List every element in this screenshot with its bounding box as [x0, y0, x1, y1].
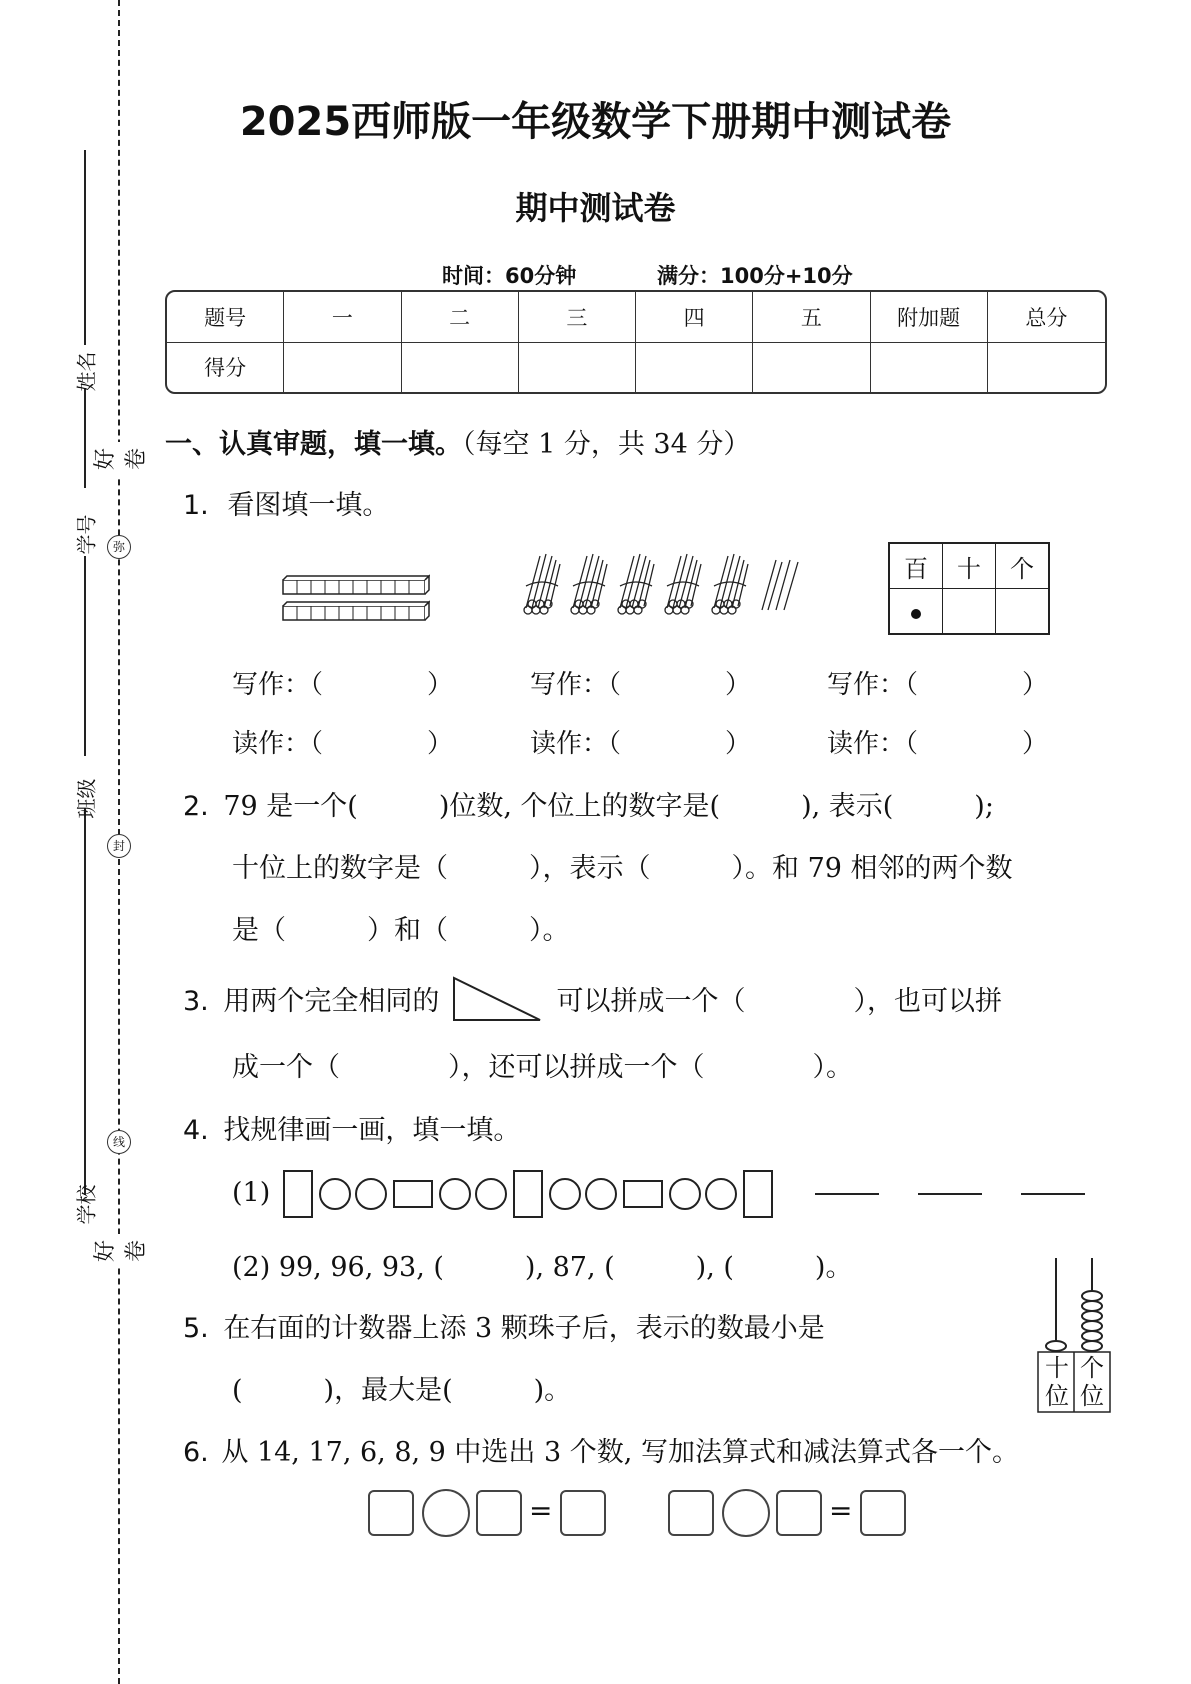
equation-1-operand-1[interactable]: [368, 1490, 414, 1536]
section-1-heading: [165, 422, 750, 461]
seal-word-bottom: 好卷: [88, 1234, 150, 1268]
score-cell[interactable]: [636, 343, 753, 392]
question-2-line-3: 是（ ）和（ ）。: [232, 915, 570, 946]
pv-hundreds-cell: [889, 589, 943, 635]
exam-time: 时间：60分钟: [442, 264, 577, 288]
name-underline: [84, 150, 86, 345]
section-1-title: 一、认真审题，填一填。: [165, 429, 462, 460]
circle-icon: [319, 1178, 351, 1210]
score-cell[interactable]: [284, 343, 401, 392]
circle-icon: [585, 1178, 617, 1210]
equation-2-operator[interactable]: [722, 1489, 770, 1537]
square-icon: [393, 1180, 433, 1208]
score-header: 总分: [988, 292, 1105, 343]
circle-icon: [549, 1178, 581, 1210]
question-2-line-1: 79 是一个( )位数, 个位上的数字是( ), 表示( );: [223, 791, 994, 822]
pattern-row: [232, 1170, 1085, 1218]
score-table-value-row: [167, 343, 1105, 392]
circle-icon: [669, 1178, 701, 1210]
tall-rectangle-icon: [743, 1170, 773, 1218]
equation-1-result[interactable]: [560, 1490, 606, 1536]
page-subtitle: 期中测试卷: [515, 189, 676, 227]
score-header: 附加题: [871, 292, 988, 343]
label-student-id: 学号: [74, 514, 99, 555]
question-2: [183, 784, 994, 823]
question-3-text-b: 可以拼成一个（ ），也可以拼: [556, 986, 1003, 1017]
section-1-note: （每空 1 分，共 34 分）: [462, 429, 751, 460]
equation-2-operand-1[interactable]: [668, 1490, 714, 1536]
equation-1-operand-2[interactable]: [476, 1490, 522, 1536]
pv-header-tens: 十: [943, 543, 996, 589]
page-title: 2025西师版一年级数学下册期中测试卷: [239, 99, 952, 145]
tall-rectangle-icon: [283, 1170, 313, 1218]
label-school: 学校: [74, 1184, 99, 1225]
circle-icon: [439, 1178, 471, 1210]
score-row-label: 得分: [167, 343, 284, 392]
seal-word-top: 好卷: [88, 442, 150, 476]
stick-bundles-icon: [518, 548, 818, 620]
pv-ones-cell: [996, 589, 1050, 635]
write-answer-3[interactable]: 写作：（ ）: [827, 670, 1049, 700]
seal-mi: 弥: [107, 535, 131, 559]
score-header: 五: [753, 292, 870, 343]
question-3: [183, 976, 1002, 1024]
seal-xian: 线: [107, 1130, 131, 1154]
abacus-ones-label: 个位: [1080, 1354, 1104, 1410]
question-number: 4.: [183, 1115, 209, 1146]
score-cell[interactable]: [871, 343, 988, 392]
equation-2-equals: =: [829, 1494, 853, 1527]
question-number: 2.: [183, 791, 209, 822]
abacus-tens-label: 十位: [1045, 1354, 1069, 1410]
question-3-line-2: 成一个（ ），还可以拼成一个（ ）。: [232, 1052, 853, 1083]
score-cell[interactable]: [988, 343, 1105, 392]
place-value-chart: [888, 542, 1050, 635]
question-1: [183, 483, 389, 522]
question-4: [183, 1108, 520, 1147]
question-3-text-a: 用两个完全相同的: [223, 986, 440, 1017]
score-table: [165, 290, 1107, 394]
question-text: 看图填一填。: [227, 490, 390, 521]
question-text: 找规律画一画，填一填。: [223, 1115, 521, 1146]
ten-rods-icon: [280, 574, 430, 628]
sequence-row: (2) 99, 96, 93, ( ), 87, ( ), ( )。: [232, 1252, 853, 1283]
score-header: 二: [402, 292, 519, 343]
pattern-blank[interactable]: [815, 1193, 879, 1195]
write-answer-1[interactable]: 写作：（ ）: [232, 670, 454, 700]
score-header: 四: [636, 292, 753, 343]
square-icon: [623, 1180, 663, 1208]
pattern-blank[interactable]: [918, 1193, 982, 1195]
read-answer-3[interactable]: 读作：（ ）: [827, 729, 1049, 759]
circle-icon: [475, 1178, 507, 1210]
question-number: 6.: [183, 1437, 209, 1468]
label-class: 班级: [74, 778, 99, 819]
label-name: 姓名: [74, 351, 99, 392]
score-header: 一: [284, 292, 401, 343]
equation-2-result[interactable]: [860, 1490, 906, 1536]
school-underline: [84, 850, 86, 1195]
equation-1-equals: =: [529, 1494, 553, 1527]
question-number: 3.: [183, 986, 209, 1017]
pv-tens-cell: [943, 589, 996, 635]
read-answer-1[interactable]: 读作：（ ）: [232, 729, 454, 759]
read-answer-2[interactable]: 读作：（ ）: [530, 729, 752, 759]
question-number: 1.: [183, 490, 209, 521]
pattern-label: (1): [232, 1177, 271, 1209]
score-cell[interactable]: [402, 343, 519, 392]
id-underline-top: [84, 388, 86, 488]
question-5-line-1: 在右面的计数器上添 3 颗珠子后，表示的数最小是: [223, 1313, 825, 1344]
score-cell[interactable]: [753, 343, 870, 392]
equation-2-operand-2[interactable]: [776, 1490, 822, 1536]
question-6-text: 从 14, 17, 6, 8, 9 中选出 3 个数, 写加法算式和减法算式各一个。: [221, 1437, 1019, 1468]
question-2-line-2: 十位上的数字是（ ），表示（ ）。和 79 相邻的两个数: [232, 853, 1013, 884]
question-5: [183, 1306, 825, 1345]
seal-feng: 封: [107, 834, 131, 858]
pv-header-hundreds: 百: [889, 543, 943, 589]
score-header: 三: [519, 292, 636, 343]
right-triangle-icon: [452, 976, 544, 1024]
equation-1-operator[interactable]: [422, 1489, 470, 1537]
circle-icon: [705, 1178, 737, 1210]
bead-dot-icon: [911, 609, 921, 619]
question-number: 5.: [183, 1313, 209, 1344]
pv-header-ones: 个: [996, 543, 1050, 589]
question-6: [183, 1430, 1019, 1469]
full-score: 满分：100分+10分: [657, 264, 853, 288]
question-5-line-2: ( )，最大是( )。: [232, 1375, 572, 1406]
id-underline: [84, 556, 86, 756]
pattern-blank[interactable]: [1021, 1193, 1085, 1195]
write-answer-2[interactable]: 写作：（ ）: [530, 670, 752, 700]
score-header: 题号: [167, 292, 284, 343]
circle-icon: [355, 1178, 387, 1210]
tall-rectangle-icon: [513, 1170, 543, 1218]
score-table-header-row: [167, 292, 1105, 343]
score-cell[interactable]: [519, 343, 636, 392]
